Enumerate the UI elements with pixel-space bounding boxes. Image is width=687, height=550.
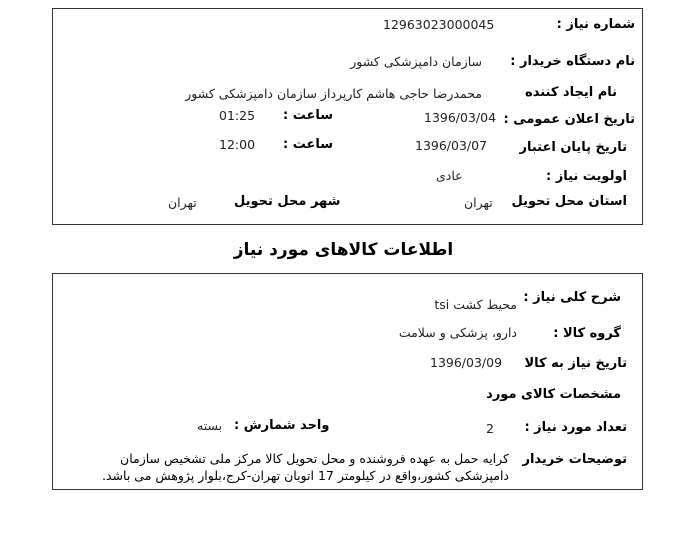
buyer-org-label: نام دستگاه خریدار : [510, 54, 635, 69]
announce-date-label: تاریخ اعلان عمومی : [503, 112, 635, 127]
need-date-value: 1396/03/09 [430, 355, 503, 370]
expiry-date-label: تاریخ پایان اعتبار [519, 140, 627, 155]
delivery-city-value: تهران [168, 195, 197, 210]
section-title: اطلاعات کالاهای مورد نیاز [233, 240, 454, 260]
request-number-value: 12963023000045 [383, 17, 495, 32]
priority-value: عادی [436, 168, 463, 183]
description-label: شرح کلی نیاز : [523, 290, 621, 305]
expiry-date-value: 1396/03/07 [415, 138, 488, 153]
buyer-notes-line1: کرایه حمل به عهده فروشنده و محل تحویل کالا مرکز ملی تشخیص سازمان [120, 451, 509, 466]
delivery-province-label: استان محل تحویل [511, 194, 627, 209]
quantity-label: تعداد مورد نیاز : [524, 420, 627, 435]
buyer-notes-line2: دامپزشکی کشور،واقع در کیلومتر 17 اتوبان تهران-کرج،بلوار پژوهش می باشد. [102, 468, 509, 483]
goods-group-label: گروه کالا : [553, 326, 621, 341]
creator-value: محمدرضا حاجی هاشم کارپرداز سازمان دامپزشکی کشور [185, 86, 482, 101]
priority-label: اولویت نیاز : [545, 169, 627, 184]
request-number-label: شماره نیاز : [556, 17, 635, 32]
announce-time-value: 01:25 [219, 108, 256, 123]
unit-label: واحد شمارش : [234, 418, 330, 433]
buyer-notes-label: توضیحات خریدار [522, 452, 627, 467]
goods-specs-label: مشخصات کالای مورد [486, 387, 621, 402]
expiry-time-value: 12:00 [219, 137, 256, 152]
unit-value: بسته [197, 418, 223, 433]
goods-group-value: دارو، پزشکی و سلامت [398, 325, 517, 340]
buyer-org-value: سازمان دامپزشکی کشور [350, 54, 482, 69]
need-date-label: تاریخ نیاز به کالا [524, 356, 627, 371]
delivery-city-label: شهر محل تحویل [234, 194, 341, 209]
delivery-province-value: تهران [464, 195, 493, 210]
announce-time-label: ساعت : [283, 108, 334, 123]
description-value: محیط کشت tsi [434, 297, 517, 312]
expiry-time-label: ساعت : [283, 137, 334, 152]
announce-date-value: 1396/03/04 [424, 110, 497, 125]
creator-label: نام ایجاد کننده [525, 85, 617, 100]
quantity-value: 2 [486, 421, 494, 436]
